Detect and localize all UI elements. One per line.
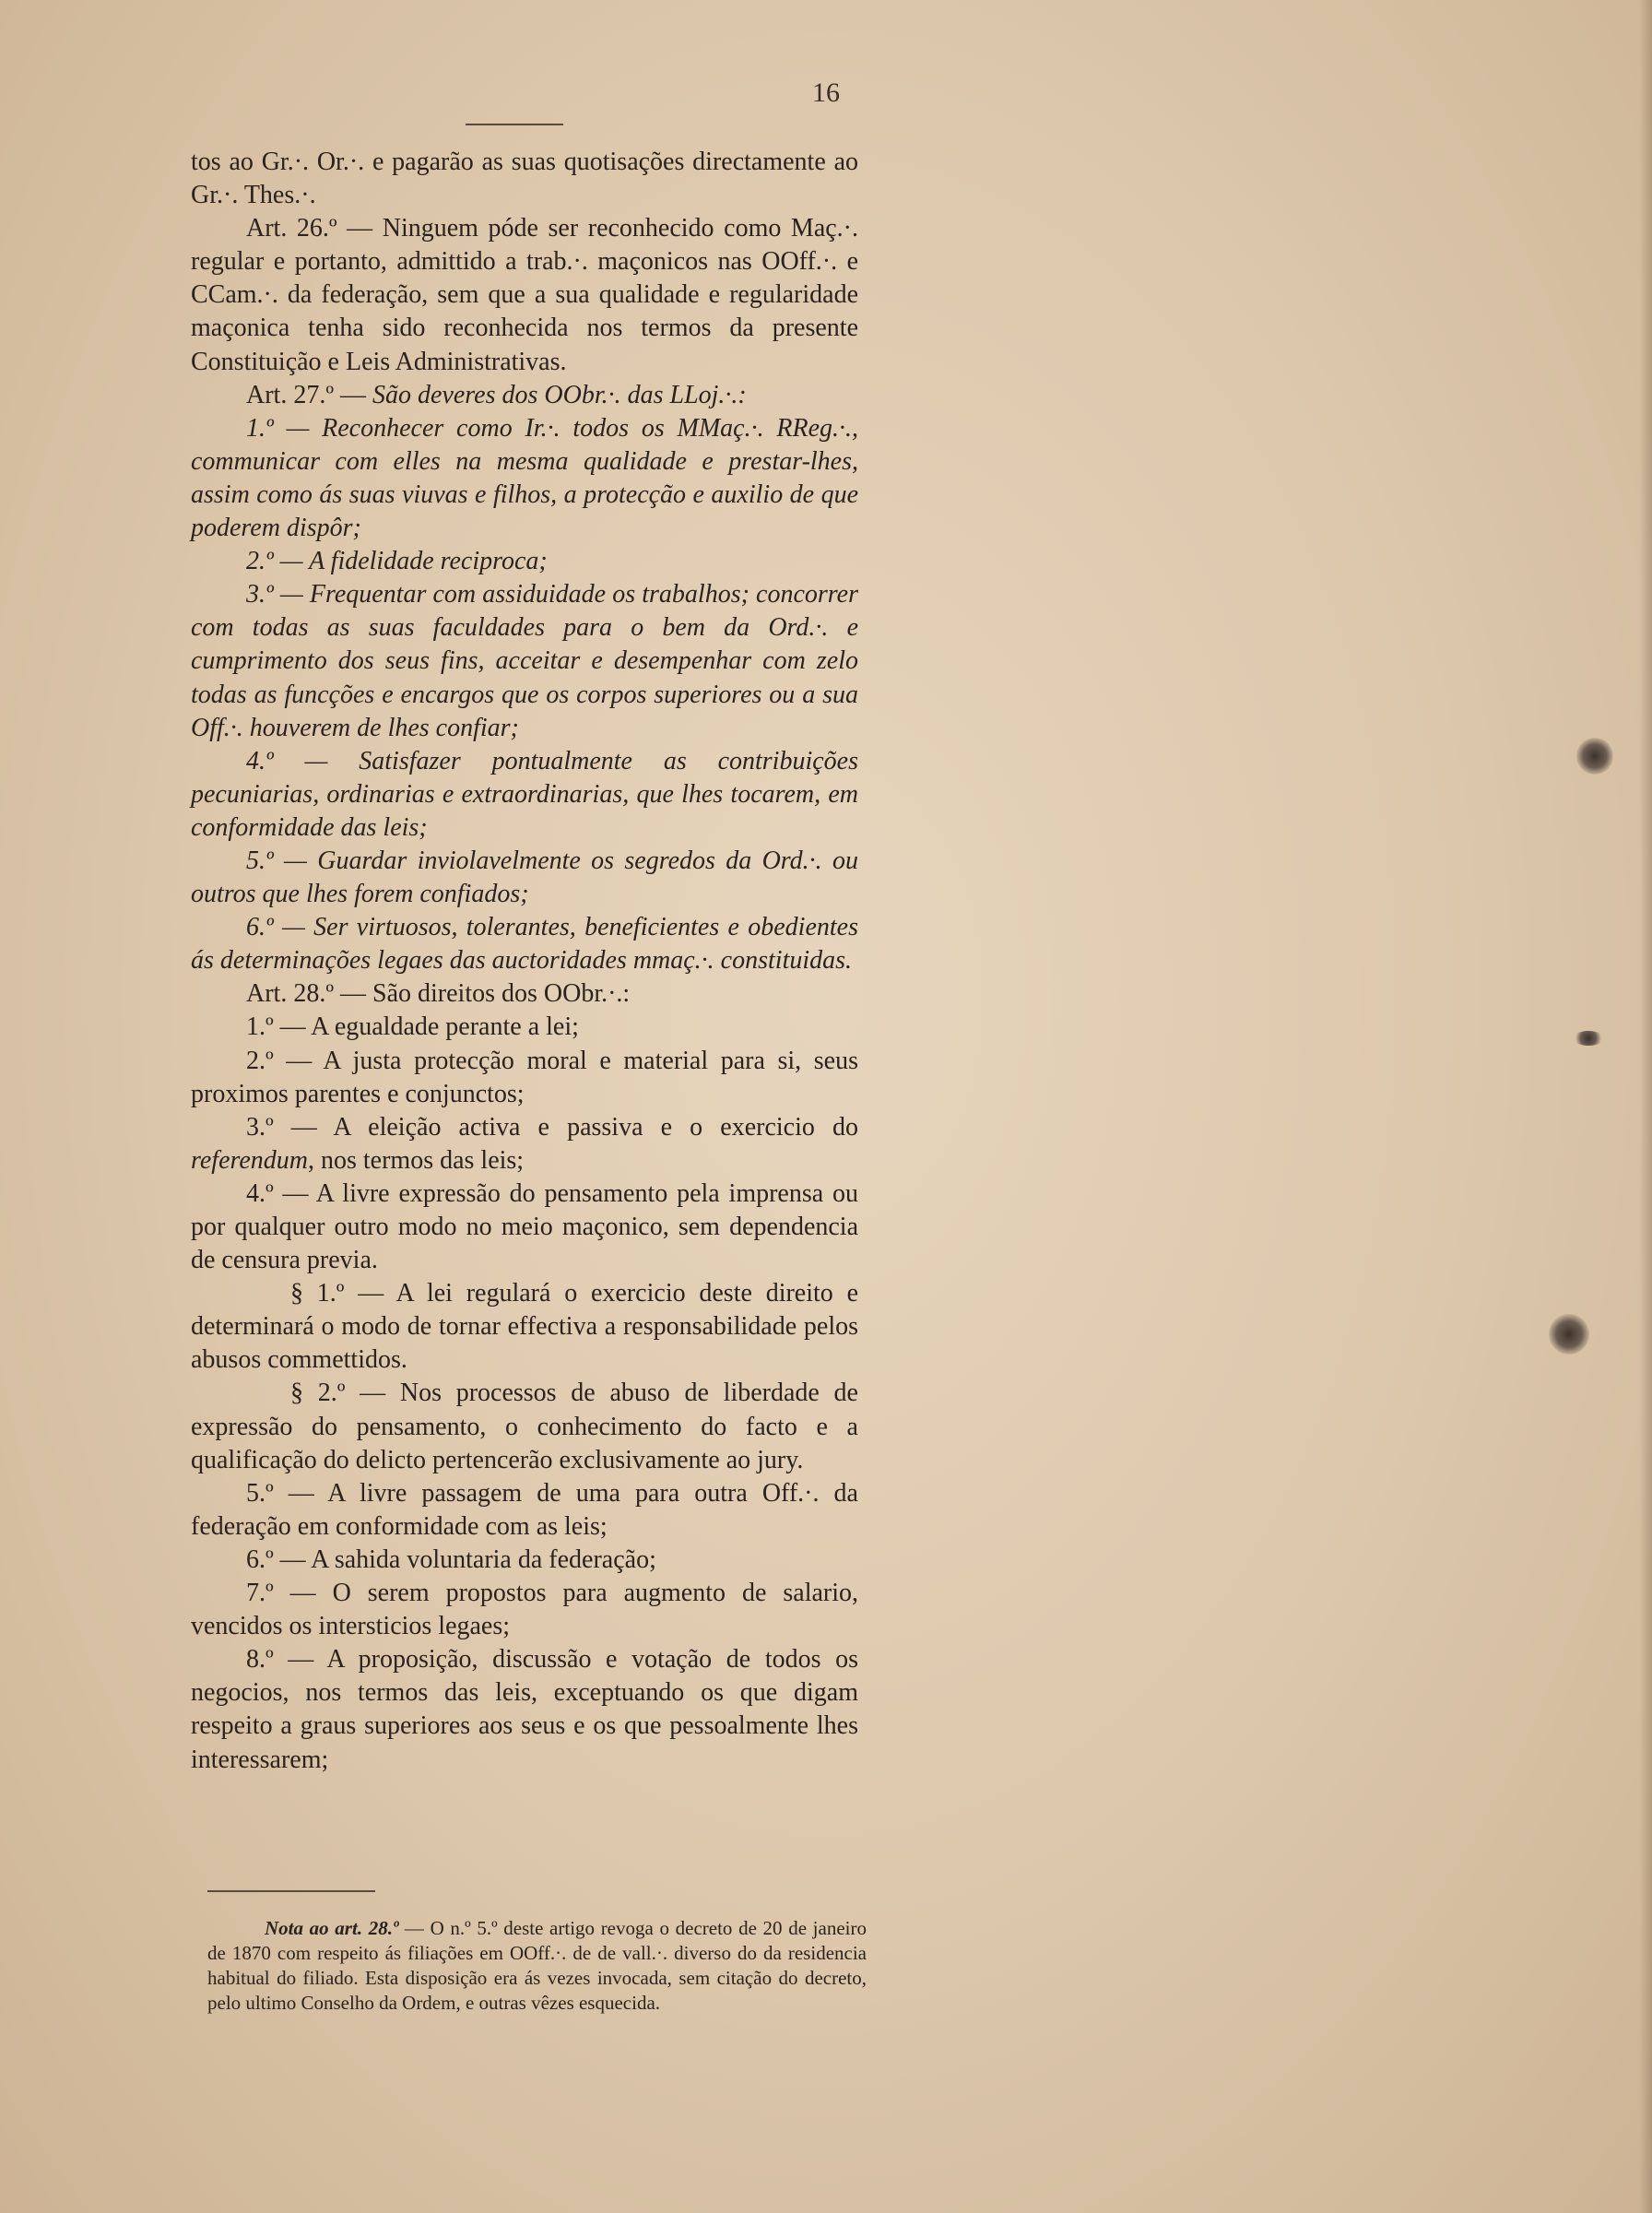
footnote-paragraph [207, 1916, 867, 2016]
duty-item-6: 6.º — Ser virtuosos, tolerantes, beneficientes e obedientes ás determinações legaes das auctoridades mmaç.·. constituidas. [191, 913, 858, 976]
article-28-heading: Art. 28.º — São direitos dos OObr.·.: [246, 979, 631, 1009]
section-paragraph-2: § 2.º — Nos processos de abuso de liberdade de expressão do pensamento, o conhecimento do facto e a qualificação do delicto pertencerão exclusivamente ao jury. [191, 1379, 858, 1474]
right-item-8: 8.º — A proposição, discussão e votação de todos os negocios, nos termos das leis, exceptuando os que digam respeito a graus superiores aos seus e os que pessoalmente lhes interessarem; [191, 1645, 858, 1774]
duty-item-3: 3.º — Frequentar com assiduidade os trabalhos; concorrer com todas as suas faculdades para o bem da Ord.·. e cumprimento dos seus fins, acceitar e desempenhar com zelo todas as funcções e encargos que os corpos superiores ou a sua Off.·. houverem de lhes confiar; [191, 580, 858, 742]
body-text [191, 146, 858, 1777]
duty-item-1: 1.º — Reconhecer como Ir.·. todos os MMaç.·. RReg.·., communicar com elles na mesma qualidade e prestar-lhes, assim como ás suas viuvas e filhos, a protecção e auxilio de que poderem dispôr; [191, 413, 858, 543]
section-paragraph-1: § 1.º — A lei regulará o exercicio deste direito e determinará o modo de tornar effectiva a responsabilidade pelos abusos commettidos. [191, 1279, 858, 1375]
right-item-4: 4.º — A livre expressão do pensamento pela imprensa ou por qualquer outro modo no meio maçonico, sem dependencia de censura previa. [191, 1178, 858, 1275]
referendum-term: referendum [191, 1145, 308, 1175]
article-27-number: Art. 27.º — [246, 380, 373, 409]
page-number: 16 [812, 77, 840, 108]
paragraph-continuation: tos ao Gr.·. Or.·. e pagarão as suas quotisações directamente ao Gr.·. Thes.·. [191, 148, 858, 210]
duty-item-2: 2.º — A fidelidade reciproca; [246, 547, 548, 576]
footnote-heading: Nota ao art. 28.º [265, 1917, 399, 1939]
footnote [207, 1916, 867, 2016]
right-item-6: 6.º — A sahida voluntaria da federação; [246, 1544, 656, 1574]
right-item-2: 2.º — A justa protecção moral e material para si, seus proximos parentes e conjunctos; [191, 1046, 858, 1108]
article-27-title: São deveres dos OObr.·. das LLoj.·.: [372, 380, 747, 409]
footnote-rule [207, 1890, 375, 1892]
punch-hole-lower [1549, 1314, 1589, 1355]
right-item-3 [191, 1111, 858, 1178]
page-blemish [1573, 1031, 1604, 1046]
page-number-rule [466, 124, 563, 125]
duty-item-4: 4.º — Satisfazer pontualmente as contribuições pecuniarias, ordinarias e extraordinarias, que lhes tocarem, em conformidade das leis; [191, 746, 858, 842]
footnote-text: — O n.º 5.º deste artigo revoga o decreto de 20 de janeiro de 1870 com respeito ás filiações em OOff.·. de de vall.·. diverso do da residencia habitual do filiado. Esta disposição era ás vezes invocada, sem citação do decreto, pelo ultimo Conselho da Ordem, e outras vêzes esquecida. [207, 1917, 867, 2014]
page-edge-shadow [1639, 0, 1652, 2213]
punch-hole-upper [1576, 738, 1613, 775]
duty-item-5: 5.º — Guardar inviolavelmente os segredos da Ord.·. ou outros que lhes forem confiados; [191, 846, 858, 909]
right-item-7: 7.º — O serem propostos para augmento de salario, vencidos os intersticios legaes; [191, 1579, 858, 1641]
article-26: Art. 26.º — Ninguem póde ser reconhecido como Maç.·. regular e portanto, admittido a trab.·. maçonicos nas OOff.·. e CCam.·. da federação, sem que a sua qualidade e regularidade maçonica tenha sido reconhecida nos termos da presente Constituição e Leis Administrativas. [191, 214, 858, 376]
article-27-heading [191, 379, 858, 412]
right-item-3-tail: , nos termos das leis; [308, 1145, 525, 1175]
right-item-3-lead: 3.º — A eleição activa e passiva e o exercicio do [246, 1112, 858, 1142]
right-item-5: 5.º — A livre passagem de uma para outra Off.·. da federação em conformidade com as leis; [191, 1478, 858, 1541]
right-item-1: 1.º — A egualdade perante a lei; [246, 1012, 579, 1042]
